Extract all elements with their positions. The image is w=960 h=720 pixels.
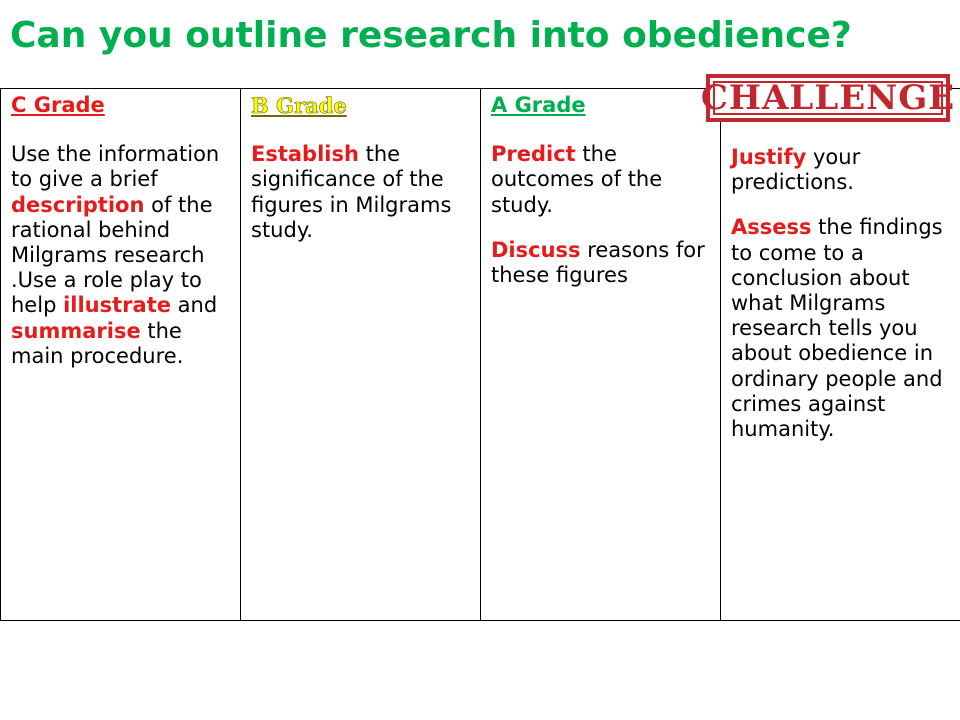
task-text: of the rational behind Milgrams research .Use a role play to help: [11, 192, 213, 318]
task-text: reasons for these figures: [491, 237, 705, 287]
page-title: Can you outline research into obedience?: [10, 15, 852, 56]
task-paragraph: [251, 142, 474, 243]
grade-task-table: [0, 88, 960, 621]
b-grade-cell: [241, 89, 481, 621]
c-grade-cell: [1, 89, 241, 621]
task-text: the findings to come to a conclusion about what Milgrams research tells you about obedience in ordinary people and crimes against humanity.: [731, 215, 943, 441]
c-grade-tasks: [11, 142, 234, 369]
task-paragraph: [491, 142, 714, 218]
task-text: Use the information to give a brief: [11, 142, 220, 192]
command-word: description: [11, 192, 145, 217]
task-paragraph: [731, 215, 955, 442]
a-grade-tasks: [491, 142, 714, 288]
a-grade-cell: [481, 89, 721, 621]
task-paragraph: [731, 145, 955, 195]
command-word: Discuss: [491, 237, 581, 262]
task-paragraph: [491, 238, 714, 288]
command-word: Predict: [491, 142, 576, 167]
challenge-tasks: [731, 145, 955, 442]
task-text: the significance of the figures in Milgrams study.: [251, 142, 452, 242]
command-word: Justify: [731, 145, 807, 169]
task-text: and: [170, 293, 218, 318]
grade-task-row: [1, 89, 960, 621]
task-text: the outcomes of the study.: [491, 142, 663, 217]
a-grade-heading: A Grade: [491, 93, 586, 117]
challenge-cell: [721, 89, 960, 621]
command-word: illustrate: [63, 293, 171, 318]
challenge-stamp-text: CHALLENGE: [700, 78, 956, 118]
b-grade-heading: B Grade: [251, 93, 347, 118]
challenge-stamp: [700, 74, 956, 122]
task-paragraph: [11, 142, 234, 369]
command-word: summarise: [11, 318, 141, 343]
task-text: the main procedure.: [11, 318, 184, 368]
c-grade-heading: C Grade: [11, 93, 105, 117]
command-word: Assess: [731, 215, 812, 240]
command-word: Establish: [251, 142, 359, 167]
b-grade-tasks: [251, 142, 474, 243]
task-text: your predictions.: [731, 145, 861, 195]
